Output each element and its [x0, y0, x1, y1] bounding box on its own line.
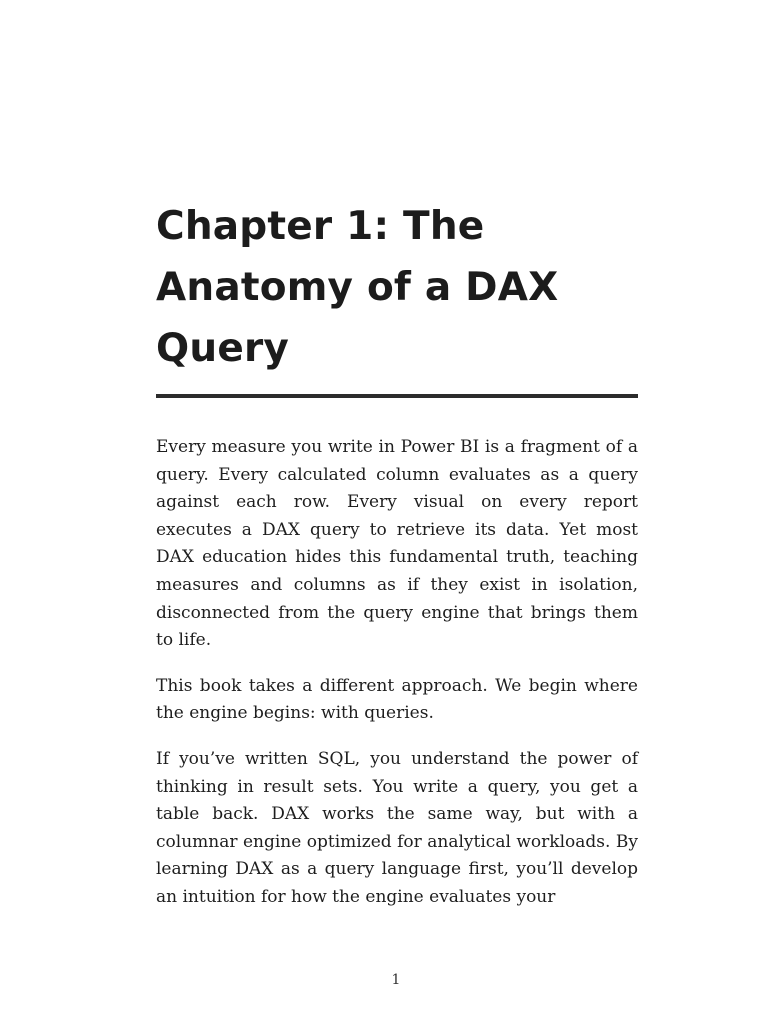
chapter-title: Chapter 1: The Anatomy of a DAX Query: [156, 204, 559, 371]
body-paragraph: Every measure you write in Power BI is a fragment of a query. Every calculated column evaluates as a query against each row. Every visual on every report executes a DAX query to retrieve its data. Yet most DAX education hides this fundamental truth, teaching measures and columns as if they exist in isolation, disconnected from the query engine that brings them to life.: [156, 437, 638, 651]
chapter-body: [156, 434, 638, 930]
title-divider: [156, 394, 638, 398]
page-number: 1: [391, 972, 401, 988]
body-paragraph: If you’ve written SQL, you understand the power of thinking in result sets. You write a query, you get a table back. DAX works the same way, but with a columnar engine optimized for analytical workloads. By learning DAX as a query language first, you’ll develop an intuition for how the engine evaluates your: [156, 748, 638, 907]
body-paragraph: This book takes a different approach. We begin where the engine begins: with queries.: [156, 675, 638, 724]
